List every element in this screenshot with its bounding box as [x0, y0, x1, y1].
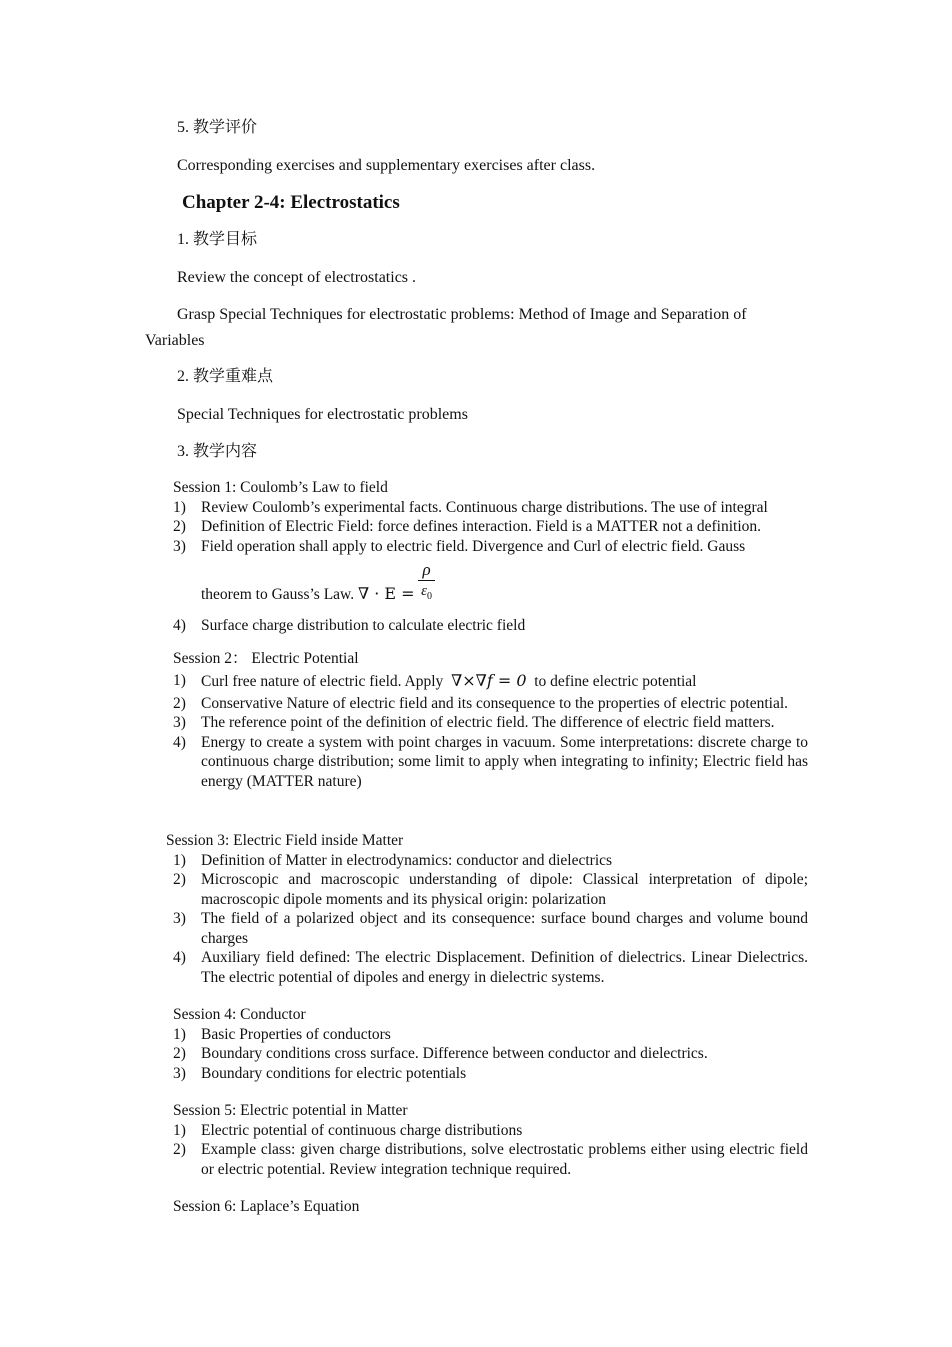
item-text: Curl free nature of electric field. Apply [201, 672, 444, 690]
list-item [173, 1064, 808, 1084]
paragraph-grasp-line2: Variables [145, 332, 205, 349]
paragraph-review: Review the concept of electrostatics . [177, 269, 417, 286]
list-item [173, 694, 808, 714]
item-number: 1) [173, 1025, 186, 1043]
list-item [173, 616, 808, 636]
item-number: 1) [173, 1121, 186, 1139]
item-text: Auxiliary field defined: The electric Displacement. Definition of dielectrics. Linear Dielectrics. The electric potential of dipoles and energy in dielectric systems. [201, 949, 808, 986]
list-item-gauss-equation [173, 556, 808, 616]
gauss-law-fraction [418, 560, 434, 607]
item-text: Review Coulomb’s experimental facts. Continuous charge distributions. The use of integral [201, 498, 768, 516]
session-2 [173, 649, 808, 791]
item-text: The field of a polarized object and its consequence: surface bound charges and volume bound charges [201, 910, 808, 947]
list-item [173, 1025, 808, 1045]
session-4 [173, 1005, 808, 1083]
list-item [166, 851, 808, 871]
item-text: Basic Properties of conductors [201, 1025, 391, 1043]
item-text: Definition of Matter in electrodynamics: conductor and dielectrics [201, 851, 613, 869]
session-2-list [173, 669, 808, 792]
item-number: 4) [173, 733, 186, 751]
item-text: to define electric potential [534, 672, 697, 690]
item-number: 1) [173, 851, 186, 869]
list-item [173, 517, 808, 537]
list-item [166, 870, 808, 909]
list-item [173, 1140, 808, 1179]
item-text: Surface charge distribution to calculate electric field [201, 617, 526, 634]
item-text: Boundary conditions for electric potentials [201, 1064, 467, 1082]
list-item [173, 1121, 808, 1141]
paragraph-grasp-line1: Grasp Special Techniques for electrostatic problems: Method of Image and Separation of [177, 306, 747, 323]
list-item [173, 1044, 808, 1064]
item-text: Definition of Electric Field: force defines interaction. Field is a MATTER not a definition. [201, 518, 762, 535]
chapter-title: Chapter 2-4: Electrostatics [182, 192, 400, 213]
item-text: The reference point of the definition of electric field. The difference of electric field matters. [201, 714, 775, 731]
item-number: 4) [173, 949, 186, 966]
list-item [173, 669, 808, 694]
gauss-law-lhs: ∇ · E = [357, 584, 415, 604]
item-number: 3) [173, 1064, 186, 1082]
session-3 [166, 831, 808, 987]
item-text: Boundary conditions cross surface. Difference between conductor and dielectrics. [201, 1045, 708, 1062]
item-text: Conservative Nature of electric field and its consequence to the properties of electric potential. [201, 694, 789, 712]
curl-gradient-equation: ∇×∇f = 0 [451, 670, 527, 690]
item-text: Energy to create a system with point charges in vacuum. Some interpretations: discrete charge to continuous charge distribution; some limit to apply when integrating to infinity; Electric field has energy (MATTER nature) [201, 733, 808, 790]
section-heading-evaluation: 5. 教学评价 [177, 119, 258, 136]
session-1 [173, 478, 808, 636]
session-title: Session 1: Coulomb’s Law to field [173, 479, 388, 496]
item-text: Microscopic and macroscopic understanding of dipole: Classical interpretation of dipole; macroscopic dipole moments and its physical origin: polarization [201, 871, 808, 908]
session-6 [173, 1197, 359, 1217]
session-title: Session 2： Electric Potential [173, 650, 359, 667]
item-number: 2) [173, 518, 186, 535]
section-heading-key-points: 2. 教学重难点 [177, 368, 274, 385]
session-4-list [173, 1025, 808, 1084]
session-3-list [166, 851, 808, 988]
item-number: 2) [173, 871, 186, 888]
list-item [166, 909, 808, 948]
item-text: Electric potential of continuous charge distributions [201, 1121, 523, 1139]
item-number: 2) [173, 1141, 186, 1158]
item-text: Field operation shall apply to electric field. Divergence and Curl of electric field. Gauss [201, 537, 746, 555]
session-title: Session 6: Laplace’s Equation [173, 1198, 360, 1215]
item-number: 1) [173, 671, 186, 689]
list-item [166, 948, 808, 987]
epsilon-symbol: ε [421, 583, 428, 599]
section-heading-content: 3. 教学内容 [177, 443, 258, 460]
item-number: 2) [173, 1045, 186, 1062]
fraction-numerator: ρ [418, 560, 434, 581]
session-title: Session 3: Electric Field inside Matter [166, 832, 404, 849]
item-text: theorem to Gauss’s Law. [201, 586, 355, 604]
item-number: 2) [173, 694, 186, 712]
item-number: 3) [173, 714, 186, 731]
item-number: 3) [173, 537, 186, 555]
epsilon-subscript: 0 [427, 591, 433, 602]
fraction-denominator [418, 581, 434, 607]
list-item [173, 498, 808, 518]
item-text: Example class: given charge distributions, solve electrostatic problems either using electric field or electric potential. Review integration technique required. [201, 1141, 808, 1178]
paragraph-exercises: Corresponding exercises and supplementary exercises after class. [177, 157, 596, 174]
session-title: Session 4: Conductor [173, 1006, 306, 1023]
session-5 [173, 1101, 808, 1179]
session-5-list [173, 1121, 808, 1180]
item-number: 1) [173, 498, 186, 516]
list-item [173, 713, 808, 733]
session-title: Session 5: Electric potential in Matter [173, 1102, 408, 1119]
item-number: 4) [173, 617, 186, 634]
list-item [173, 537, 808, 557]
list-item [173, 733, 808, 792]
section-heading-objectives: 1. 教学目标 [177, 231, 258, 248]
paragraph-special-techniques: Special Techniques for electrostatic problems [177, 406, 468, 423]
item-number: 3) [173, 910, 186, 927]
session-1-list [173, 498, 808, 636]
